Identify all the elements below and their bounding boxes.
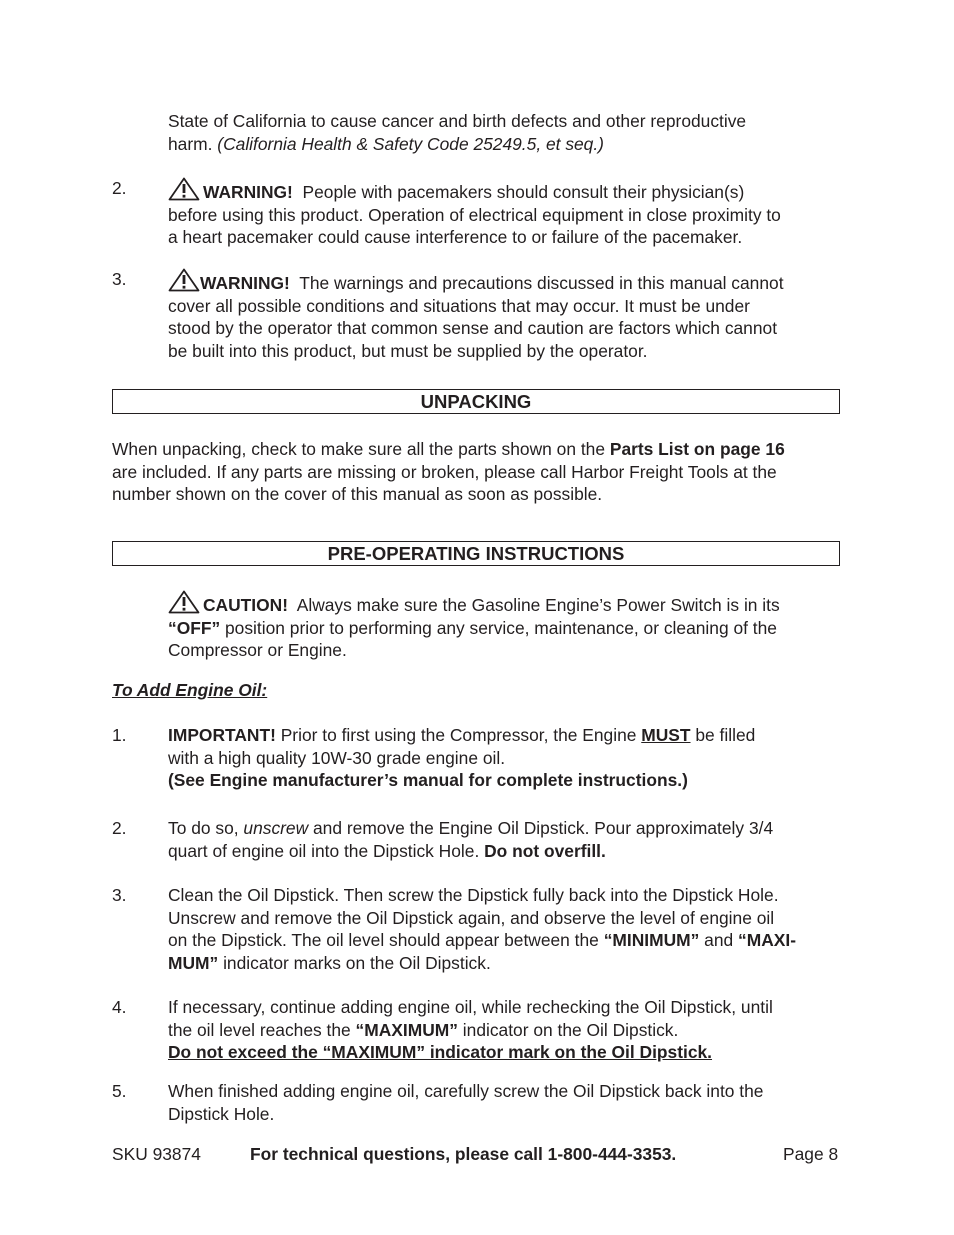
unpacking-text: When unpacking, check to make sure all the parts shown on the (112, 439, 610, 459)
step-line (168, 724, 848, 747)
footer-phone: For technical questions, please call 1-800-444-3353. (250, 1144, 677, 1164)
unpacking-heading: UNPACKING (112, 389, 840, 414)
intro-line-1: State of California to cause cancer and birth defects and other reproductive (168, 111, 747, 131)
do-not-exceed-warning: Do not exceed the “MAXIMUM” indicator mark on the Oil Dipstick. (168, 1042, 713, 1062)
warning-text: People with pacemakers should consult their physician(s) (302, 182, 745, 202)
footer-sku: SKU 93874 (112, 1144, 201, 1164)
maximum-keyword: “MAXI- (738, 930, 796, 950)
warning-triangle-icon (168, 268, 200, 292)
step-text: If necessary, continue adding engine oil, while rechecking the Oil Dipstick, until (168, 997, 773, 1017)
step-text: To do so, (168, 818, 244, 838)
warning-label: WARNING! (203, 182, 293, 202)
unpacking-paragraph (112, 438, 847, 506)
caution-line (168, 590, 848, 617)
subheading-text: To Add Engine Oil: (112, 680, 268, 700)
parts-list-reference: Parts List on page 16 (609, 439, 785, 459)
caution-paragraph (168, 590, 848, 662)
minimum-keyword: “MINIMUM” (603, 930, 700, 950)
important-label: IMPORTANT! (168, 725, 276, 745)
caution-text: Compressor or Engine. (168, 640, 347, 660)
step-text: Prior to first using the Compressor, the Engine (275, 725, 642, 745)
step-text: be filled (690, 725, 756, 745)
list-number: 3. (112, 885, 127, 905)
step-line (168, 1019, 848, 1042)
step-1 (168, 724, 848, 792)
general-warning (168, 268, 848, 362)
intro-line-2 (168, 133, 848, 156)
list-number: 2. (112, 178, 127, 198)
list-number: 3. (112, 269, 127, 289)
warning-line (168, 177, 848, 204)
step-2 (168, 817, 848, 862)
intro-paragraph (168, 110, 848, 155)
manual-reference: (See Engine manufacturer’s manual for complete instructions.) (168, 770, 688, 790)
legal-citation: (California Health & Safety Code 25249.5, et seq.) (217, 133, 604, 154)
step-line (168, 952, 848, 975)
warning-line (168, 268, 848, 295)
off-keyword: “OFF” (168, 617, 221, 638)
list-number: 5. (112, 1081, 127, 1101)
add-engine-oil-subheading (112, 679, 847, 702)
unpacking-text: number shown on the cover of this manual as soon as possible. (112, 484, 603, 504)
warning-text: The warnings and precautions discussed in this manual cannot (299, 273, 784, 293)
step-text: Clean the Oil Dipstick. Then screw the Dipstick fully back into the Dipstick Hole. (168, 885, 779, 905)
unpacking-text: are included. If any parts are missing or broken, please call Harbor Freight Tools at the (112, 461, 777, 482)
step-text: quart of engine oil into the Dipstick Hole. (168, 840, 485, 861)
step-text: the oil level reaches the (168, 1019, 356, 1040)
warning-text: stood by the operator that common sense and caution are factors which cannot (168, 318, 778, 338)
warning-triangle-icon (168, 590, 200, 614)
list-number: 2. (112, 818, 127, 838)
step-text: Dipstick Hole. (168, 1103, 275, 1124)
must-keyword: MUST (641, 725, 691, 745)
step-text: indicator marks on the Oil Dipstick. (218, 952, 491, 973)
list-number: 1. (112, 725, 127, 745)
overfill-warning: Do not overfill. (484, 840, 606, 861)
step-text: on the Dipstick. The oil level should appear between the (168, 930, 604, 950)
footer-page-number: Page 8 (783, 1144, 839, 1164)
step-3 (168, 884, 848, 974)
warning-text: a heart pacemaker could cause interference to or failure of the pacemaker. (168, 227, 743, 247)
warning-text: before using this product. Operation of electrical equipment in close proximity to (168, 204, 781, 225)
unpacking-line (112, 438, 847, 461)
step-text: and (699, 930, 739, 950)
unscrew-word: unscrew (243, 818, 309, 838)
pacemaker-warning (168, 177, 848, 249)
caution-text: Always make sure the Gasoline Engine’s Power Switch is in its (296, 595, 780, 615)
warning-text: be built into this product, but must be supplied by the operator. (168, 340, 648, 361)
step-line (168, 817, 848, 840)
step-text: indicator on the Oil Dipstick. (457, 1019, 679, 1040)
warning-label: WARNING! (200, 273, 290, 293)
list-number: 4. (112, 997, 127, 1017)
intro-line-2-text: harm. (168, 133, 218, 154)
pre-operating-heading: PRE-OPERATING INSTRUCTIONS (112, 541, 840, 566)
caution-label: CAUTION! (203, 595, 289, 615)
warning-triangle-icon (168, 177, 200, 201)
step-line (168, 929, 848, 952)
step-5 (168, 1080, 848, 1125)
caution-line (168, 617, 848, 640)
step-text: with a high quality 10W-30 grade engine oil. (168, 747, 506, 768)
step-text: and remove the Engine Oil Dipstick. Pour approximately 3/4 (308, 818, 774, 838)
step-line (168, 840, 848, 863)
caution-text: position prior to performing any service, maintenance, or cleaning of the (220, 617, 777, 638)
maximum-keyword: MUM” (168, 952, 219, 973)
step-4 (168, 996, 848, 1064)
maximum-keyword: “MAXIMUM” (355, 1019, 458, 1040)
step-text: Unscrew and remove the Oil Dipstick again, and observe the level of engine oil (168, 907, 775, 928)
warning-text: cover all possible conditions and situations that may occur. It must be under (168, 295, 750, 316)
step-text: When finished adding engine oil, carefully screw the Oil Dipstick back into the (168, 1081, 764, 1101)
